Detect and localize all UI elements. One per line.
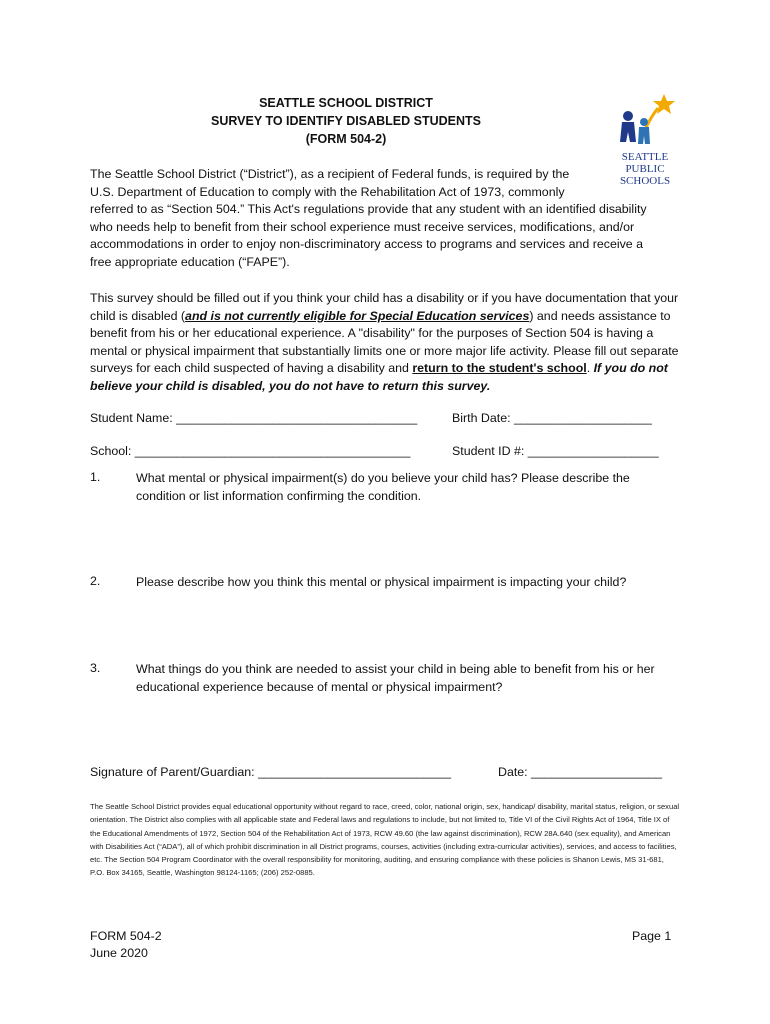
intro-line: The Seattle School District (“District”), as a recipient of Federal funds, is required by the [90, 167, 570, 181]
logo-text-2: PUBLIC [625, 163, 665, 175]
title-line-1: SEATTLE SCHOOL DISTRICT [259, 96, 433, 110]
form-title [0, 94, 692, 148]
logo-figure-head-1 [623, 111, 633, 121]
intro-line: free appropriate education (“FAPE”). [90, 254, 290, 269]
survey-paragraph [90, 290, 680, 395]
logo-figure-1 [620, 122, 636, 142]
student-id-field[interactable]: Student ID #: ___________________ [452, 444, 659, 458]
intro-line: accommodations in order to enjoy non-discriminatory access to programs and services and receive a [90, 237, 644, 251]
question-number: 2. [90, 574, 101, 588]
question-number: 1. [90, 470, 101, 484]
logo-text-1: SEATTLE [621, 151, 669, 163]
intro-line: referred to as “Section 504.” This Act's regulations provide that any student with an identified disability [90, 202, 647, 216]
school-field[interactable]: School: ________________________________________ [90, 444, 411, 458]
signature-date-field[interactable]: Date: ___________________ [498, 765, 662, 779]
title-line-2: SURVEY TO IDENTIFY DISABLED STUDENTS [211, 114, 481, 128]
survey-text-c: ) and needs assistance to benefit from his or her educational experience. A "disability" for the purposes of Section 504 is having a mental or physical impairment that substantially limits one or more major life activity. Please fill out separate surveys for each child suspected of having a disability and [90, 308, 679, 375]
birth-date-field[interactable]: Birth Date: ____________________ [452, 411, 652, 425]
survey-text-e: . [586, 361, 594, 375]
signature-field[interactable]: Signature of Parent/Guardian: ____________________________ [90, 765, 452, 779]
intro-line: U.S. Department of Education to comply with the Rehabilitation Act of 1973, commonly [90, 184, 565, 199]
logo-figure-head-2 [640, 118, 648, 126]
footer-left [90, 928, 162, 962]
student-name-field[interactable]: Student Name: ___________________________________ [90, 411, 418, 425]
special-ed-emphasis: and is not currently eligible for Special Education services [185, 308, 530, 323]
no-return-note: If you do not believe your child is disabled, you do not have to return this survey. [90, 361, 668, 393]
intro-paragraph [90, 166, 680, 271]
nondiscrimination-statement: The Seattle School District provides equal educational opportunity without regard to race, creed, color, national origin, sex, handicap/ disability, marital status, religion, or sexual orientation. The District also complies with all applicable state and Federal laws and regulations to include, but not limited to, Title VI of the Civil Rights Act of 1964, Title IX of the Educational Amendments of 1972, Section 504 of the Rehabilitation Act of 1973, RCW 49.60 (the law against discrimination), RCW 28A.640 (sex equality), and American with Disabilities Act (“ADA”), all of which prohibit discrimination in all District programs, courses, activities (including extra-curricular activities), services, and access to facilities, etc. The Section 504 Program Coordinator with the overall responsibility for monitoring, auditing, and ensuring compliance with these policies is Shanon Lewis, MS 31-681, P.O. Box 34165, Seattle, Washington 98124-1165; (206) 252-0885. [90, 802, 680, 878]
survey-text-a: This survey should be filled out if you think your child has a disability or if you have documentation that your child is disabled ( [90, 291, 679, 323]
footer-date: June 2020 [90, 946, 148, 960]
logo-figure-2 [638, 127, 650, 144]
page-number: Page 1 [632, 929, 672, 943]
intro-line: who needs help to benefit from their school experience must receive services, modifications, and/or [90, 219, 635, 234]
footer-form-number: FORM 504-2 [90, 929, 162, 943]
return-emphasis: return to the student's school [412, 361, 587, 375]
logo-text-3: SCHOOLS [619, 175, 671, 187]
question-text: What things do you think are needed to assist your child in being able to benefit from his or her educational experience because of mental or physical impairment? [136, 662, 655, 694]
question-text: Please describe how you think this mental or physical impairment is impacting your child? [136, 575, 627, 589]
title-line-3: (FORM 504-2) [305, 132, 387, 146]
question-text: What mental or physical impairment(s) do you believe your child has? Please describe the condition or list information confirming the condition. [136, 471, 630, 503]
question-number: 3. [90, 661, 101, 675]
